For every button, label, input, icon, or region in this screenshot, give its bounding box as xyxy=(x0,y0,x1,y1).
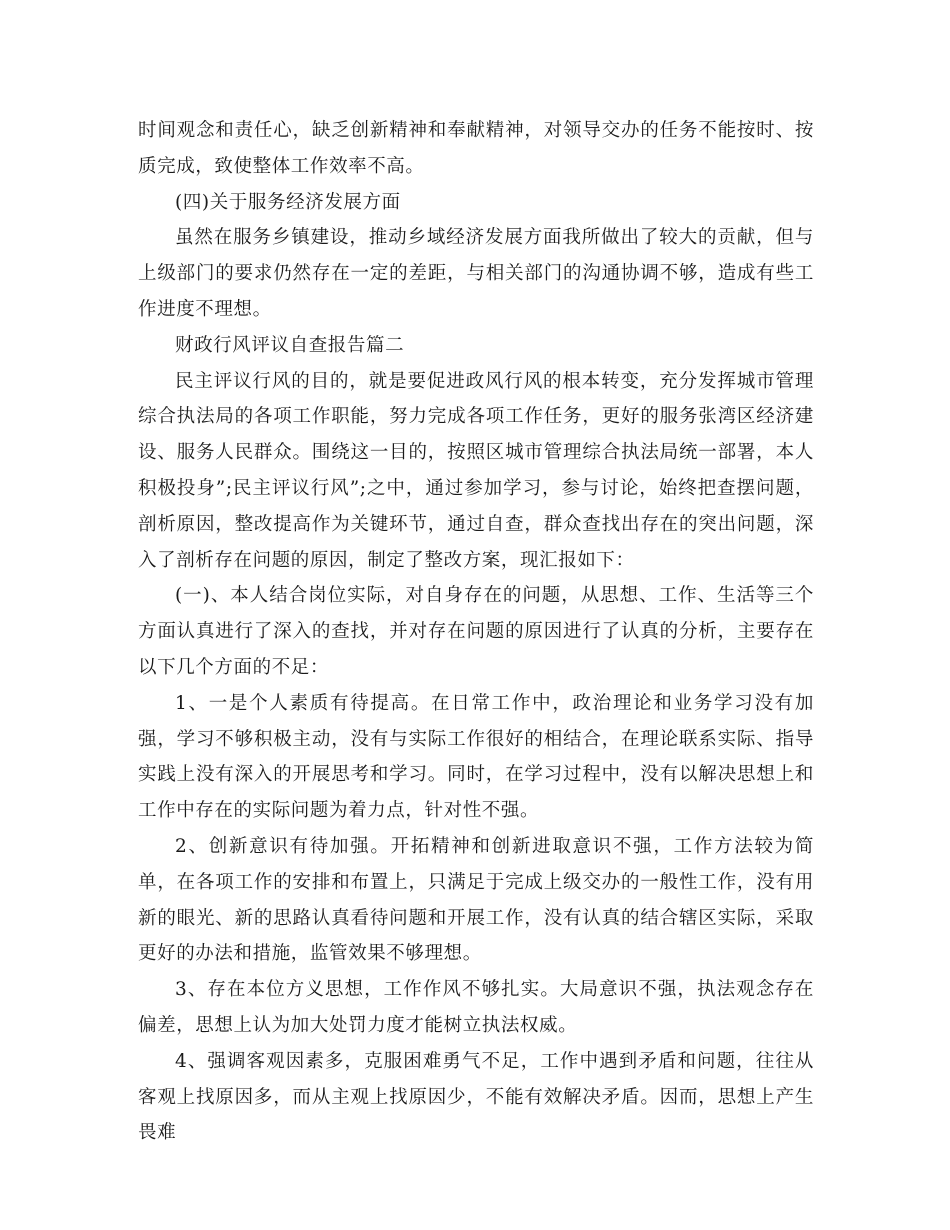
paragraph-service-economy: 虽然在服务乡镇建设，推动乡域经济发展方面我所做出了较大的贡献，但与上级部门的要求仍然存在一定的差距，与相关部门的沟通协调不够，造成有些工作进度不理想。 xyxy=(138,227,814,320)
document-body xyxy=(138,113,814,1151)
list-item-2: 2、创新意识有待加强。开拓精神和创新进取意识不强，工作方法较为简单，在各项工作的安排和布置上，只满足于完成上级交办的一般性工作，没有用新的眼光、新的思路认真看待问题和开展工作，没有认真的结合辖区实际，采取更好的办法和措施，监管效果不够理想。 xyxy=(138,835,814,965)
section-heading-service-economy: (四)关于服务经济发展方面 xyxy=(175,191,401,213)
list-item-3: 3、存在本位方义思想，工作作风不够扎实。大局意识不强，执法观念存在偏差，思想上认为加大处罚力度才能树立执法权威。 xyxy=(138,979,814,1036)
list-item-4: 4、强调客观因素多，克服困难勇气不足，工作中遇到矛盾和问题，往往从客观上找原因多，而从主观上找原因少，不能有效解决矛盾。因而，思想上产生畏难 xyxy=(138,1050,814,1144)
paragraph-self-check-intro: (一)、本人结合岗位实际，对自身存在的问题，从思想、工作、生活等三个方面认真进行了深入的查找，并对存在问题的原因进行了认真的分析，主要存在以下几个方面的不足： xyxy=(138,585,814,678)
paragraph-purpose: 民主评议行风的目的，就是要促进政风行风的根本转变，充分发挥城市管理综合执法局的各项工作职能，努力完成各项工作任务，更好的服务张湾区经济建设、服务人民群众。围绕这一目的，按照区城市管理综合执法局统一部署，本人积极投身”;民主评议行风”;之中，通过参加学习，参与讨论，始终把查摆问题，剖析原因，整改提高作为关键环节，通过自查，群众查找出存在的突出问题，深入了剖析存在问题的原因，制定了整改方案，现汇报如下： xyxy=(138,370,814,571)
paragraph-continuation: 时间观念和责任心，缺乏创新精神和奉献精神，对领导交办的任务不能按时、按质完成，致使整体工作效率不高。 xyxy=(138,120,814,177)
list-item-1: 1、一是个人素质有待提高。在日常工作中，政治理论和业务学习没有加强，学习不够积极主动，没有与实际工作很好的相结合，在理论联系实际、指导实践上没有深入的开展思考和学习。同时，在学习过程中，没有以解决思想上和工作中存在的实际问题为着力点，针对性不强。 xyxy=(138,692,814,822)
report-title-part-two: 财政行风评议自查报告篇二 xyxy=(175,334,405,356)
